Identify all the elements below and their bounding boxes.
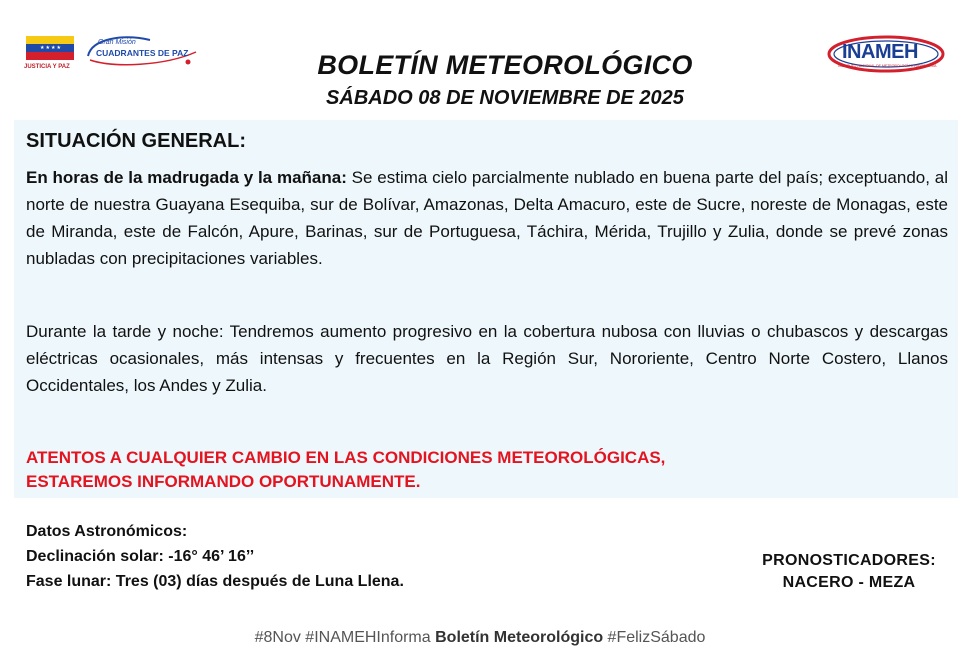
hashtags-footer	[0, 629, 960, 647]
forecasters-block	[736, 550, 960, 594]
justicia-paz-caption: JUSTICIA Y PAZ	[24, 64, 70, 70]
alert-line-2: ESTAREMOS INFORMANDO OPORTUNAMENTE.	[26, 472, 421, 491]
situation-heading: SITUACIÓN GENERAL:	[26, 130, 246, 152]
moon-phase: Fase lunar: Tres (03) días después de Luna Llena.	[26, 573, 404, 590]
situation-panel	[14, 120, 958, 498]
gran-mision-label: Gran Misión	[98, 39, 136, 46]
morning-lead: En horas de la madrugada y la mañana:	[26, 168, 347, 187]
footer-tags-start: #8Nov #INAMEHInforma	[254, 629, 436, 646]
inameh-wordmark: INAMEH	[842, 41, 918, 63]
forecasters-names: NACERO - MEZA	[782, 574, 916, 591]
footer-tags-end: #FelizSábado	[603, 629, 706, 646]
solar-declination: Declinación solar: -16° 46’ 16’’	[26, 548, 255, 565]
astronomical-data	[26, 519, 404, 594]
inameh-subtitle: INSTITUTO NACIONAL DE METEOROLOGÍA E HIDROLOGÍA	[838, 64, 937, 68]
alert-notice	[26, 446, 665, 494]
afternoon-forecast-paragraph: Durante la tarde y noche: Tendremos aumento progresivo en la cobertura nubosa con lluvias o chubascos y descargas eléctricas ocasionales, más intensas y frecuentes en la Región Sur, Nororiente, Centro Norte Costero, Llanos Occidentales, los Andes y Zulia.	[26, 322, 948, 395]
alert-line-1: ATENTOS A CUALQUIER CAMBIO EN LAS CONDICIONES METEOROLÓGICAS,	[26, 448, 666, 467]
bulletin-title: BOLETÍN METEOROLÓGICO	[317, 50, 693, 80]
bulletin-date: SÁBADO 08 DE NOVIEMBRE DE 2025	[326, 87, 684, 109]
morning-text: Se estima cielo parcialmente nublado en buena parte del país; exceptuando, al norte de nuestra Guayana Esequiba, sur de Bolívar, Amazonas, Delta Amacuro, este de Sucre, noreste de Monagas, este de Miranda, este de Falcón, Apure, Barinas, sur de Portuguesa, Táchira, Mérida, Trujillo y Zulia, donde se prevé zonas nubladas con precipitaciones variables.	[26, 168, 948, 268]
forecasters-label: PRONOSTICADORES:	[762, 552, 936, 569]
morning-forecast-paragraph	[26, 164, 948, 272]
footer-bold: Boletín Meteorológico	[435, 629, 604, 646]
venezuela-flag-icon: ★★★★	[26, 36, 74, 60]
cuadrantes-label: CUADRANTES DE PAZ	[96, 48, 189, 58]
astro-heading: Datos Astronómicos:	[26, 523, 188, 540]
